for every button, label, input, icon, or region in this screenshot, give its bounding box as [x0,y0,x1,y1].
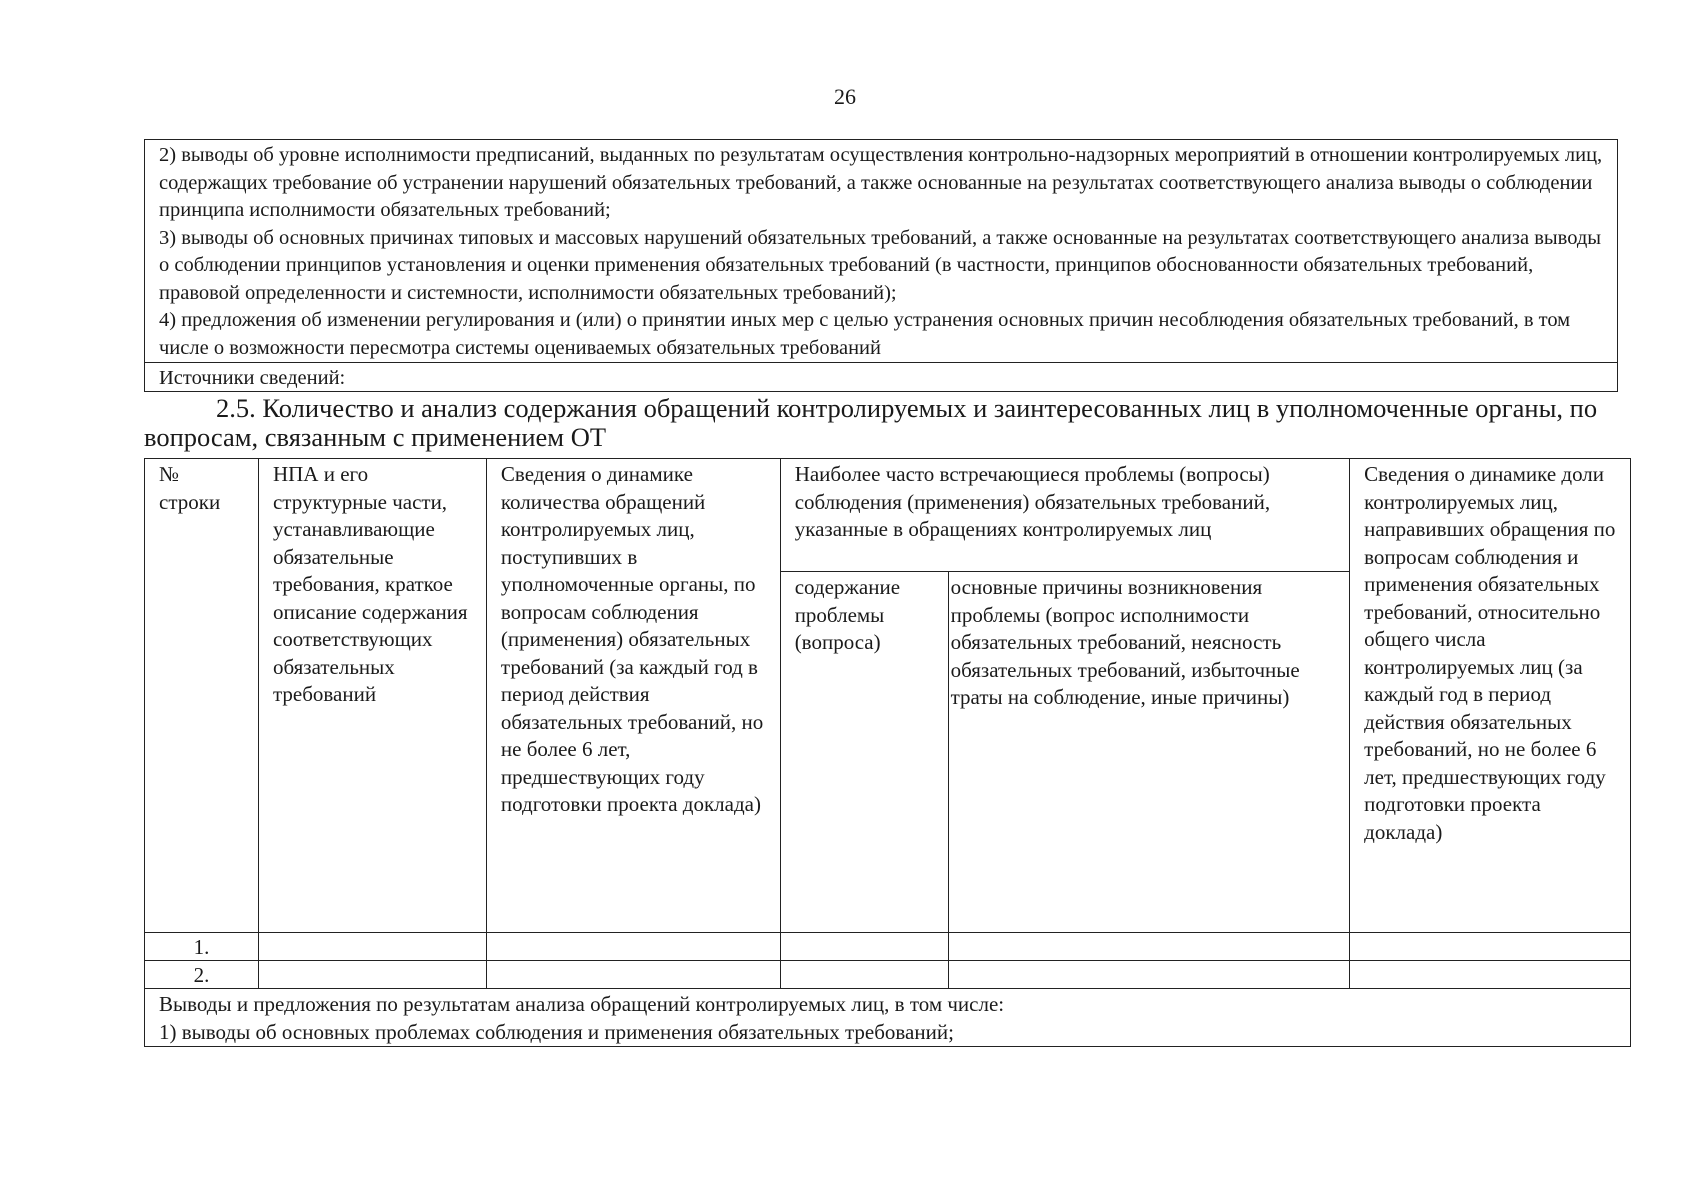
table-cell [1350,961,1631,989]
header-problem-content: содержание проблемы (вопроса) [780,572,948,933]
table-row [145,961,1631,989]
conclusion-item-4: 4) предложения об изменении регулирования и (или) о принятии иных мер с целью устранения основных причин несоблюдения обязательных требований, в том числе о возможности пересмотра системы оцениваемых обязательных требований [159,309,1571,359]
table-cell [258,961,486,989]
table-row [145,933,1631,961]
header-problem-causes: основные причины возникновения проблемы (вопрос исполнимости обязательных требований, неясность обязательных требований, избыточные траты на соблюдение, иные причины) [948,572,1350,933]
conclusion-item-3: 3) выводы об основных причинах типовых и массовых нарушений обязательных требований, а также основанные на результатах соответствующего анализа выводы о соблюдении принципов установления и оценки применения обязательных требований (в частности, принципов обоснованности обязательных требований, правовой определенности и системности, исполнимости обязательных требований); [159,226,1602,304]
row-number-cell: 1. [145,933,259,961]
table-cell [1350,933,1631,961]
section-heading-text: 2.5. Количество и анализ содержания обращений контролируемых и заинтересованных лиц в уполномоченные органы, по вопросам, связанным с применением ОТ [144,393,1598,452]
table-cell [948,933,1350,961]
sources-cell [145,363,1618,392]
conclusion-item-2: 2) выводы об уровне исполнимости предписаний, выданных по результатам осуществления контрольно-надзорных мероприятий в отношении контролируемых лиц, содержащих требование об устранении нарушений обязательных требований, а также основанные на результатах соответствующего анализа выводы о соблюдении принципа исполнимости обязательных требований; [159,144,1603,221]
row-number-cell: 2. [145,961,259,989]
conclusions-cell [145,140,1618,363]
conclusions-cell [145,989,1631,1047]
table-cell [780,933,948,961]
appeals-table [144,458,1631,1047]
header-frequent-problems: Наиболее часто встречающиеся проблемы (вопросы) соблюдения (применения) обязательных требований, указанные в обращениях контролируемых лиц [780,459,1349,572]
header-appeals-dynamics: Сведения о динамике количества обращений контролируемых лиц, поступивших в уполномоченные органы, по вопросам соблюдения (применения) обязательных требований (за каждый год в период действия обязательных требований, но не более 6 лет, предшествующих году подготовки проекта доклада) [486,459,780,933]
conclusion-item-1: 1) выводы об основных проблемах соблюдения и применения обязательных требований; [159,1019,954,1044]
header-row-number: № строки [145,459,259,933]
section-heading [144,394,1624,452]
sources-label: Источники сведений: [159,367,346,389]
page-number: 26 [834,84,856,109]
table-cell [486,933,780,961]
header-npa: НПА и его структурные части, устанавливающие обязательные требования, краткое описание содержания соответствующих обязательных требований [258,459,486,933]
table-cell [258,933,486,961]
table-cell [780,961,948,989]
conclusions-intro: Выводы и предложения по результатам анализа обращений контролируемых лиц, в том числе: [159,992,1005,1016]
table-cell [486,961,780,989]
header-share-dynamics: Сведения о динамике доли контролируемых лиц, направивших обращения по вопросам соблюдения и применения обязательных требований, относительно общего числа контролируемых лиц (за каждый год в период действия обязательных требований, но не более 6 лет, предшествующих году подготовки проекта доклада) [1350,459,1631,933]
table-cell [948,961,1350,989]
conclusions-table-continued [144,139,1618,392]
